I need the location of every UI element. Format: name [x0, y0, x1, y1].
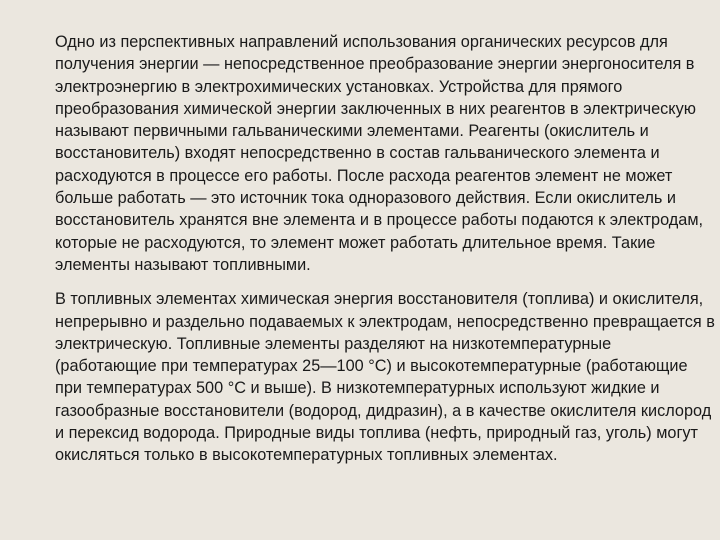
- text-body: [55, 31, 715, 467]
- paragraph-fuel-intro: Одно из перспективных направлений использования органических ресурсов для получения энергии — непосредственное преобразование энергии энергоносителя в электроэнергию в электрохимических установках. Устройства для прямого преобразования химической энергии заключенных в них реагентов в электрическую называют первичными гальваническими элементами. Реагенты (окислитель и восстановитель) входят непосредственно в состав гальванического элемента и расходуются в процессе его работы. После расхода реагентов элемент не может больше работать — это источник тока одноразового действия. Если окислитель и восстановитель хранятся вне элемента и в процессе работы подаются к электродам, которые не расходуются, то элемент может работать длительное время. Такие элементы называют топливными.: [55, 33, 704, 274]
- paragraph-fuel-cells: В топливных элементах химическая энергия восстановителя (топлива) и окислителя, непрерывно и раздельно подаваемых к электродам, непосредственно превращается в электрическую. Топливные элементы разделяют на низкотемпературные (работающие при температурах 25—100 °С) и высокотемпературные (работающие при температурах 500 °С и выше). В низкотемпературных используют жидкие и газообразные восстановители (водород, дидразин), а в качестве окислителя кислород и перексид водорода. Природные виды топлива (нефть, природный газ, уголь) могут окисляться только в высокотемпературных топливных элементах.: [55, 290, 715, 465]
